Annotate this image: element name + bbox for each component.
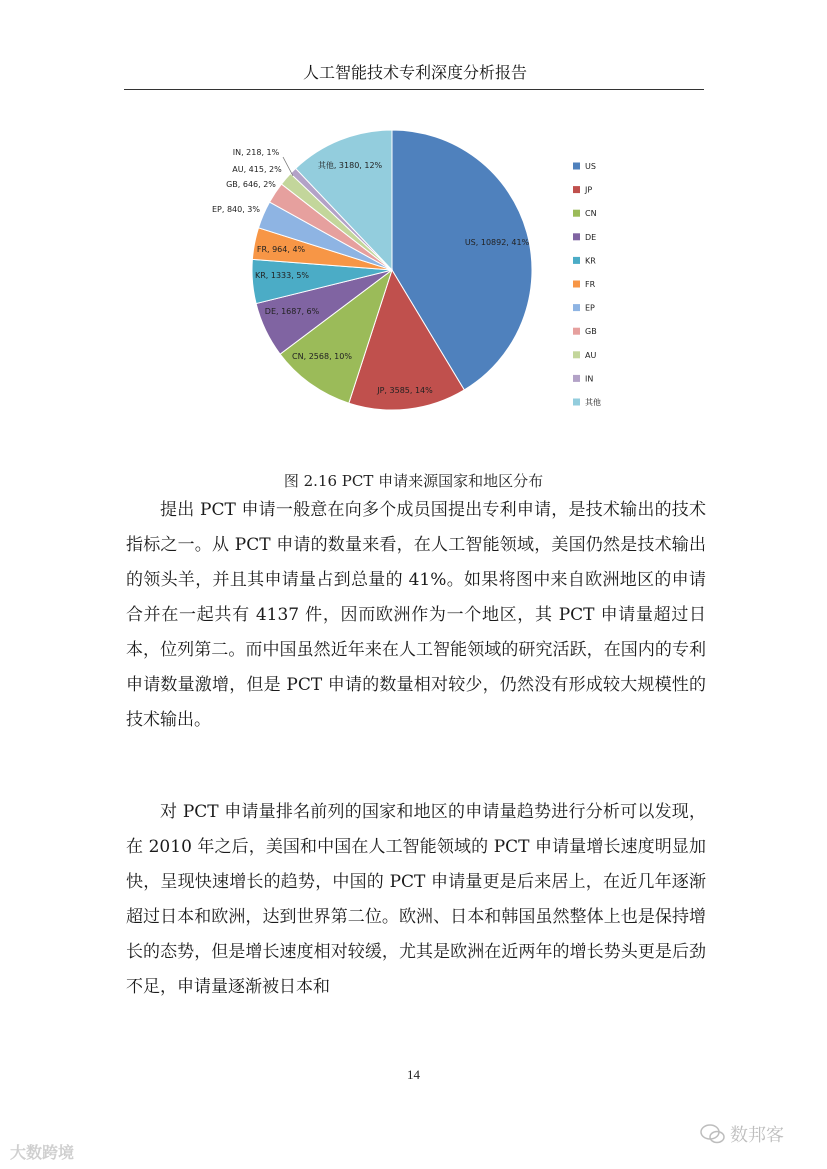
legend-label-in: IN bbox=[585, 374, 594, 384]
legend-swatch-cn bbox=[573, 210, 580, 217]
legend-swatch-au bbox=[573, 351, 580, 358]
legend-swatch-us bbox=[573, 163, 580, 170]
slice-label-fr: FR, 964, 4% bbox=[256, 245, 306, 254]
slice-label-cn: CN, 2568, 10% bbox=[292, 352, 352, 361]
watermark-right bbox=[700, 1121, 784, 1147]
label-leader-lines bbox=[283, 157, 293, 176]
legend-swatch-de bbox=[573, 233, 580, 240]
legend-label-ep: EP bbox=[585, 303, 595, 313]
legend-label-de: DE bbox=[585, 232, 597, 242]
legend-swatch-other bbox=[573, 399, 580, 406]
page-header-title: 人工智能技术专利深度分析报告 bbox=[302, 63, 527, 82]
legend-swatch-fr bbox=[573, 281, 580, 288]
legend-swatch-ep bbox=[573, 304, 580, 311]
watermark-right-text: 数邦客 bbox=[730, 1125, 784, 1146]
slice-label-in: IN, 218, 1% bbox=[232, 148, 280, 157]
legend-label-jp: JP bbox=[585, 185, 593, 195]
legend-label-cn: CN bbox=[585, 209, 597, 219]
pie-chart bbox=[0, 0, 827, 460]
wechat-icon bbox=[700, 1123, 726, 1145]
paragraph-1: 提出 PCT 申请一般意在向多个成员国提出专利申请，是技术输出的技术指标之一。从 PCT 申请的数量来看，在人工智能领域，美国仍然是技术输出的领头羊，并且其申请量占到总量的 41%。如果将图中来自欧洲地区的申请合并在一起共有 4137 件，因而欧洲作为一个地区，其 PCT 申请量超过日本，位列第二。而中国虽然近年来在人工智能领域的研究活跃，在国内的专利申请数量激增，但是 PCT 申请的数量相对较少，仍然没有形成较大规模性的技术输出。 bbox=[126, 500, 706, 730]
slice-label-other: 其他, 3180, 12% bbox=[317, 161, 383, 170]
slice-label-de: DE, 1687, 6% bbox=[264, 307, 320, 316]
legend-label-us: US bbox=[585, 162, 596, 171]
slice-label-ep: EP, 840, 3% bbox=[211, 205, 261, 214]
page-number: 14 bbox=[407, 1067, 420, 1082]
slice-label-kr: KR, 1333, 5% bbox=[254, 271, 310, 280]
legend-swatch-kr bbox=[573, 257, 580, 264]
legend-label-au: AU bbox=[585, 350, 597, 360]
slice-label-jp: JP, 3585, 14% bbox=[377, 386, 433, 395]
legend-swatch-in bbox=[573, 375, 580, 382]
legend-label-fr: FR bbox=[585, 280, 596, 289]
chart-legend bbox=[573, 162, 601, 407]
legend-label-kr: KR bbox=[585, 256, 596, 266]
figure-caption: 图 2.16 PCT 申请来源国家和地区分布 bbox=[283, 472, 544, 490]
legend-label-gb: GB bbox=[585, 327, 597, 337]
legend-swatch-gb bbox=[573, 328, 580, 335]
slice-label-us: US, 10892, 41% bbox=[464, 238, 530, 247]
slice-label-au: AU, 415, 2% bbox=[232, 165, 282, 174]
watermark-left bbox=[10, 1140, 74, 1163]
leader-line-in bbox=[283, 157, 293, 176]
paragraph-2: 对 PCT 申请量排名前列的国家和地区的申请量趋势进行分析可以发现，在 2010 年之后，美国和中国在人工智能领域的 PCT 申请量增长速度明显加快，呈现快速增长的趋势，中国的 PCT 申请量更是后来居上，在近几年逐渐超过日本和欧洲，达到世界第二位。欧洲、日本和韩国虽然整体上也是保持增长的态势，但是增长速度相对较缓，尤其是欧洲在近两年的增长势头更是后劲不足，申请量逐渐被日本和 bbox=[126, 802, 706, 997]
legend-swatch-jp bbox=[573, 186, 580, 193]
watermark-left-text: 大数跨境 bbox=[10, 1143, 75, 1162]
slice-label-gb: GB, 646, 2% bbox=[226, 180, 276, 189]
legend-label-other: 其他 bbox=[585, 398, 601, 407]
pie-slices bbox=[252, 130, 532, 410]
